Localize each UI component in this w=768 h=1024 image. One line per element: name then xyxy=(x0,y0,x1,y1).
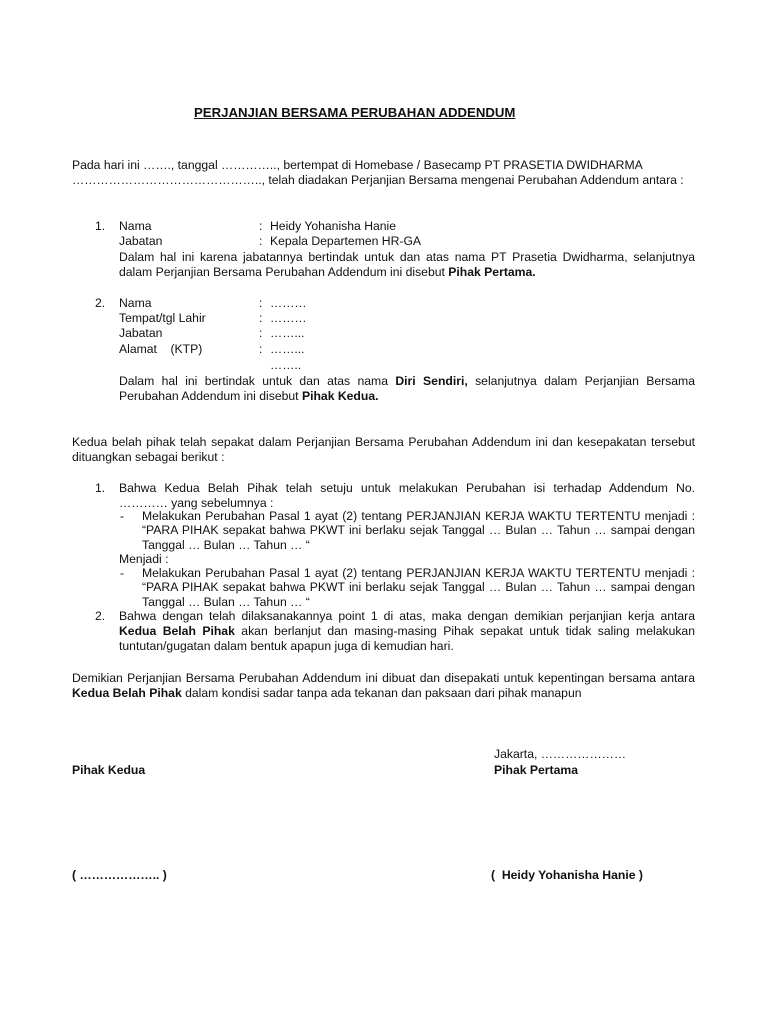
clause-1-number: 1. xyxy=(95,481,106,495)
field-value: ……… xyxy=(270,296,307,310)
party-1-number: 1. xyxy=(95,219,106,233)
field-label: Jabatan xyxy=(119,234,163,248)
field-value: Kepala Departemen HR-GA xyxy=(270,234,422,248)
intro-line-2: ……………………………………….., telah diadakan Perjanjian Bersama mengenai Perubahan Addendum antara : xyxy=(72,173,684,187)
party-1-name-row: Nama : Heidy Yohanisha Hanie xyxy=(119,219,397,233)
field-label: Jabatan xyxy=(119,326,163,340)
first-party-label: Pihak Pertama xyxy=(494,763,579,777)
previous-clause-line-3: Tanggal … Bulan … Tahun … “ xyxy=(142,538,310,552)
new-clause-line-3: Tanggal … Bulan … Tahun … “ xyxy=(142,595,310,609)
place-date: Jakarta, ………………… xyxy=(494,747,627,761)
intro-line-1: Pada hari ini ……., tanggal ………….., bertempat di Homebase / Basecamp PT PRASETIA DWIDHARMA xyxy=(72,158,643,172)
both-parties-bold: Kedua Belah Pihak xyxy=(119,624,235,638)
agreement-line-2: dituangkan sebagai berikut : xyxy=(72,450,225,464)
clause-2-line-1: Bahwa dengan telah dilaksanakannya point 1 di atas, maka dengan demikian perjanjian kerja antara xyxy=(119,609,695,623)
party-1-description-line-1: Dalam hal ini karena jabatannya bertindak untuk dan atas nama PT Prasetia Dwidharma, selanjutnya xyxy=(119,250,695,264)
field-value: ……… xyxy=(270,311,307,325)
previous-clause-line-2: “PARA PIHAK sepakat bahwa PKWT ini berlaku sejak Tanggal … Bulan … Tahun … sampai dengan xyxy=(142,523,695,537)
field-label: Tempat/tgl Lahir xyxy=(119,311,206,325)
party-1-description-line-2 xyxy=(119,265,536,280)
party-2-birth-row: Tempat/tgl Lahir : ……… xyxy=(119,311,307,325)
clause-2-line-3: tuntutan/gugatan dalam bentuk apapun juga di kemudian hari. xyxy=(119,639,454,653)
clause-1-line-1: Bahwa Kedua Belah Pihak telah setuju untuk melakukan Perubahan isi terhadap Addendum No. xyxy=(119,481,695,495)
party-2-address-row: Alamat (KTP) : ……... xyxy=(119,342,305,356)
document-title: PERJANJIAN BERSAMA PERUBAHAN ADDENDUM xyxy=(194,105,516,120)
text-span: Perubahan Addendum ini disebut xyxy=(119,389,302,403)
first-party-signature-name: ( Heidy Yohanisha Hanie ) xyxy=(491,868,643,882)
clause-2-number: 2. xyxy=(95,609,106,623)
agreement-line-1: Kedua belah pihak telah sepakat dalam Perjanjian Bersama Perubahan Addendum ini dan kesepakatan tersebut xyxy=(72,435,695,449)
text-span: dalam Perjanjian Bersama Perubahan Addendum ini disebut xyxy=(119,265,449,279)
party-2-number: 2. xyxy=(95,296,106,310)
closing-line-2 xyxy=(72,686,582,701)
self-designation: Diri Sendiri, xyxy=(395,374,468,388)
party-2-designation: Pihak Kedua. xyxy=(301,389,379,403)
field-value: ……... xyxy=(270,326,305,340)
new-clause-line-1: Melakukan Perubahan Pasal 1 ayat (2) tentang PERJANJIAN KERJA WAKTU TERTENTU menjadi : xyxy=(142,566,695,580)
becomes-label: Menjadi : xyxy=(119,552,169,566)
party-2-description-line-2 xyxy=(119,389,379,404)
party-2-name-row: Nama : ……… xyxy=(119,296,307,310)
party-2-address-continuation: …….. xyxy=(270,358,302,372)
text-span: akan berlanjut dan masing-masing Pihak sepakat untuk tidak saling melakukan xyxy=(234,624,695,638)
party-2-position-row: Jabatan : ……... xyxy=(119,326,305,340)
second-party-signature-name: ( ……………….. ) xyxy=(72,868,167,882)
field-value: ……... xyxy=(270,342,305,356)
party-2-description-line-1 xyxy=(119,374,695,389)
previous-clause-line-1: Melakukan Perubahan Pasal 1 ayat (2) tentang PERJANJIAN KERJA WAKTU TERTENTU menjadi : xyxy=(142,509,695,523)
field-value: Heidy Yohanisha Hanie xyxy=(270,219,397,233)
party-1-position-row: Jabatan : Kepala Departemen HR-GA xyxy=(119,234,422,248)
clause-2-line-2 xyxy=(119,624,695,639)
text-span: selanjutnya dalam Perjanjian Bersama xyxy=(467,374,695,388)
text-span: Dalam hal ini bertindak untuk dan atas nama xyxy=(119,374,396,388)
list-dash: - xyxy=(120,566,125,580)
text-span: dalam kondisi sadar tanpa ada tekanan dan paksaan dari pihak manapun xyxy=(181,686,582,700)
closing-line-1: Demikian Perjanjian Bersama Perubahan Addendum ini dibuat dan disepakati untuk kepentingan bersama antara xyxy=(72,671,695,685)
new-clause-line-2: “PARA PIHAK sepakat bahwa PKWT ini berlaku sejak Tanggal … Bulan … Tahun … sampai dengan xyxy=(142,580,695,594)
second-party-label: Pihak Kedua xyxy=(72,763,146,777)
both-parties-bold: Kedua Belah Pihak xyxy=(72,686,182,700)
clause-1-line-2: ………… yang sebelumnya : xyxy=(119,496,274,510)
field-label: Nama xyxy=(119,296,152,310)
party-1-designation: Pihak Pertama. xyxy=(448,265,536,279)
field-label: Alamat (KTP) xyxy=(119,342,203,356)
list-dash: - xyxy=(120,509,125,523)
field-label: Nama xyxy=(119,219,152,233)
